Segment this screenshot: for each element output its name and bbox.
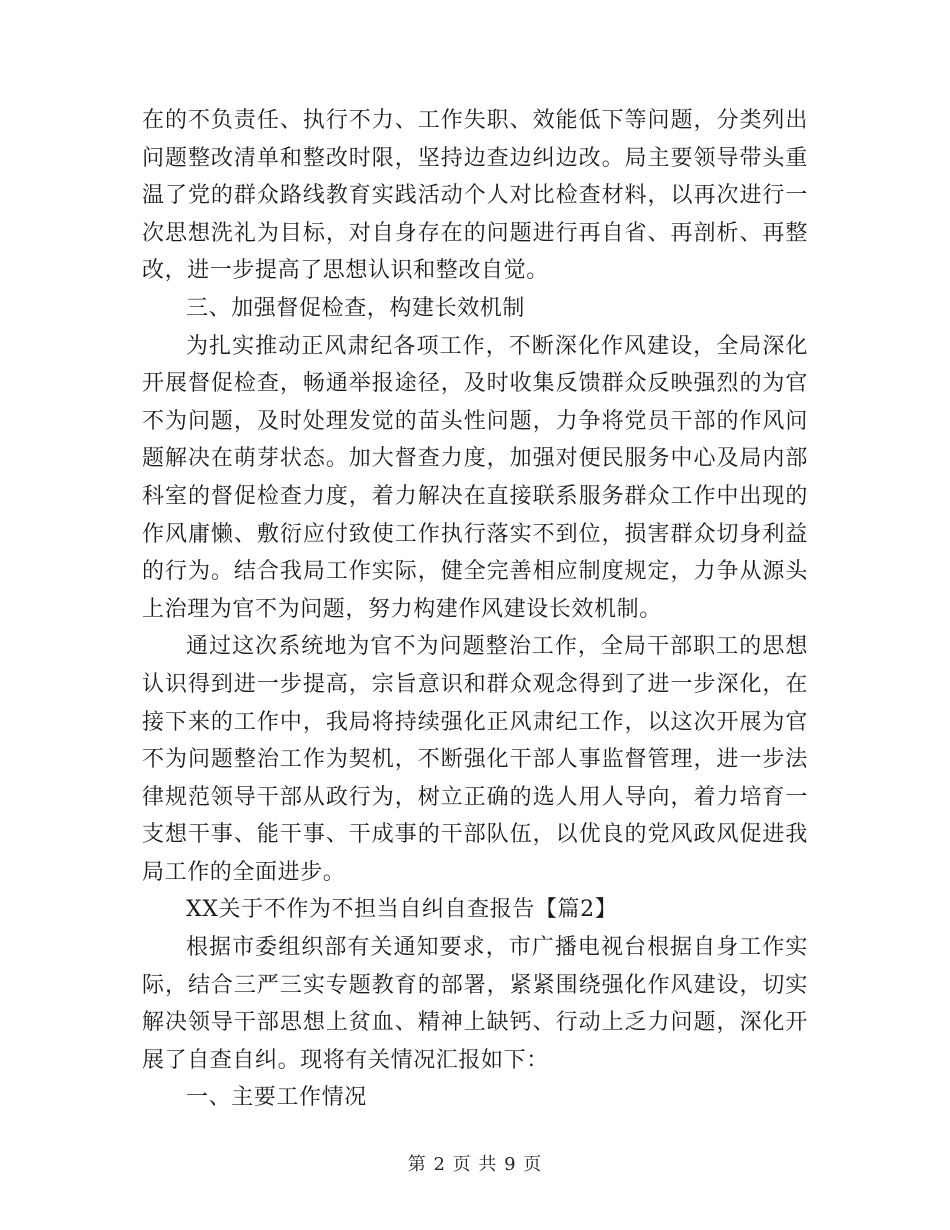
report-title-part-2: XX关于不作为不担当自纠自查报告【篇2】 [186, 897, 618, 923]
paragraph-supervision: 为扎实推动正风肃纪各项工作，不断深化作风建设，全局深化开展督促检查，畅通举报途径，及时收集反馈群众反映强烈的为官不为问题，及时处理发觉的苗头性问题，力争将党员干部的作风问题解决在萌芽状态。加大督查力度，加强对便民服务中心及局内部科室的督促检查力度，着力解决在直接联系服务群众工作中出现的作风庸懒、敷衍应付致使工作执行落实不到位，损害群众切身利益的行为。结合我局工作实际，健全完善相应制度规定，力争从源头上治理为官不为问题，努力构建作风建设长效机制。 [142, 333, 808, 622]
section-heading-1: 一、主要工作情况 [186, 1085, 367, 1111]
document-body [142, 102, 808, 1117]
page-number-footer: 第 2 页 共 9 页 [407, 1154, 543, 1175]
paragraph-continuation: 在的不负责任、执行不力、工作失职、效能低下等问题，分类列出问题整改清单和整改时限，坚持边查边纠边改。局主要领导带头重温了党的群众路线教育实践活动个人对比检查材料，以再次进行一次思想洗礼为目标，对自身存在的问题进行再自省、再剖析、再整改，进一步提高了思想认识和整改自觉。 [142, 108, 808, 284]
paragraph-summary: 通过这次系统地为官不为问题整治工作，全局干部职工的思想认识得到进一步提高，宗旨意识和群众观念得到了进一步深化，在接下来的工作中，我局将持续强化正风肃纪工作，以这次开展为官不为问题整治工作为契机，不断强化干部人事监督管理，进一步法律规范领导干部从政行为，树立正确的选人用人导向，着力培育一支想干事、能干事、干成事的干部队伍，以优良的党风政风促进我局工作的全面进步。 [142, 634, 808, 885]
paragraph-intro-part-2: 根据市委组织部有关通知要求，市广播电视台根据自身工作实际，结合三严三实专题教育的部署，紧紧围绕强化作风建设，切实解决领导干部思想上贫血、精神上缺钙、行动上乏力问题，深化开展了自查自纠。现将有关情况汇报如下： [142, 935, 808, 1073]
section-heading-3: 三、加强督促检查，构建长效机制 [186, 295, 526, 321]
